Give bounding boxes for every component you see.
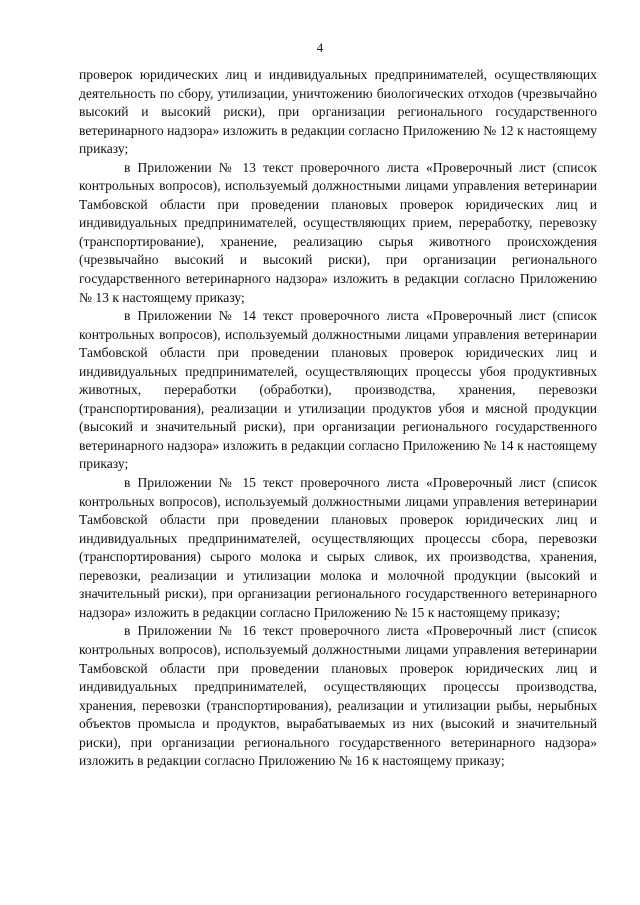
paragraph-appendix-15: в Приложении № 15 текст проверочного листа «Проверочный лист (список контрольных вопросов), используемый должностными лицами управления ветеринарии Тамбовской области при проведении плановых проверок юридических лиц и индивидуальных предпринимателей, осуществляющих процессы сбора, перевозки (транспортирования) сырого молока и сырых сливок, их производства, хранения, перевозки, реализации и утилизации молока и молочной продукции (высокий и значительный риски), при организации регионального государственного ветеринарного надзора» изложить в редакции согласно Приложению № 15 к настоящему приказу;	[79, 475, 597, 620]
paragraph-appendix-16: в Приложении № 16 текст проверочного листа «Проверочный лист (список контрольных вопросов), используемый должностными лицами управления ветеринарии Тамбовской области при проведении плановых проверок юридических лиц и индивидуальных предпринимателей, осуществляющих процессы производства, хранения, перевозки (транспортирования), реализации и утилизации рыбы, нерыбных объектов промысла и продуктов, вырабатываемых из них (высокий и значительный риски), при организации регионального государственного ветеринарного надзора» изложить в редакции согласно Приложению № 16 к настоящему приказу;	[79, 623, 597, 769]
paragraph-appendix-13: в Приложении № 13 текст проверочного листа «Проверочный лист (список контрольных вопросов), используемый должностными лицами управления ветеринарии Тамбовской области при проведении плановых проверок юридических лиц и индивидуальных предпринимателей, осуществляющих прием, переработку, перевозку (транспортирование), хранение, реализацию сырья животного происхождения (чрезвычайно высокий и высокий риски), при организации регионального государственного ветеринарного надзора» изложить в редакции согласно Приложению № 13 к настоящему приказу;	[79, 159, 597, 305]
page-number: 4	[316, 40, 324, 55]
paragraph-continuation: проверок юридических лиц и индивидуальных предпринимателей, осуществляющих деятельность по сбору, утилизации, уничтожению биологических отходов (чрезвычайно высокий и высокий риски), при организации регионального государственного ветеринарного надзора» изложить в редакции согласно Приложению № 12 к настоящему приказу;	[79, 67, 597, 157]
document-body	[79, 66, 597, 771]
paragraph-appendix-14: в Приложении № 14 текст проверочного листа «Проверочный лист (список контрольных вопросов), используемый должностными лицами управления ветеринарии Тамбовской области при проведении плановых проверок юридических лиц и индивидуальных предпринимателей, осуществляющих процессы убоя продуктивных животных, переработки (обработки), производства, хранения, перевозки (транспортирования), реализации и утилизации продуктов убоя и мясной продукции (высокий и значительный риски), при организации регионального государственного ветеринарного надзора» изложить в редакции согласно Приложению № 14 к настоящему приказу;	[79, 308, 597, 472]
